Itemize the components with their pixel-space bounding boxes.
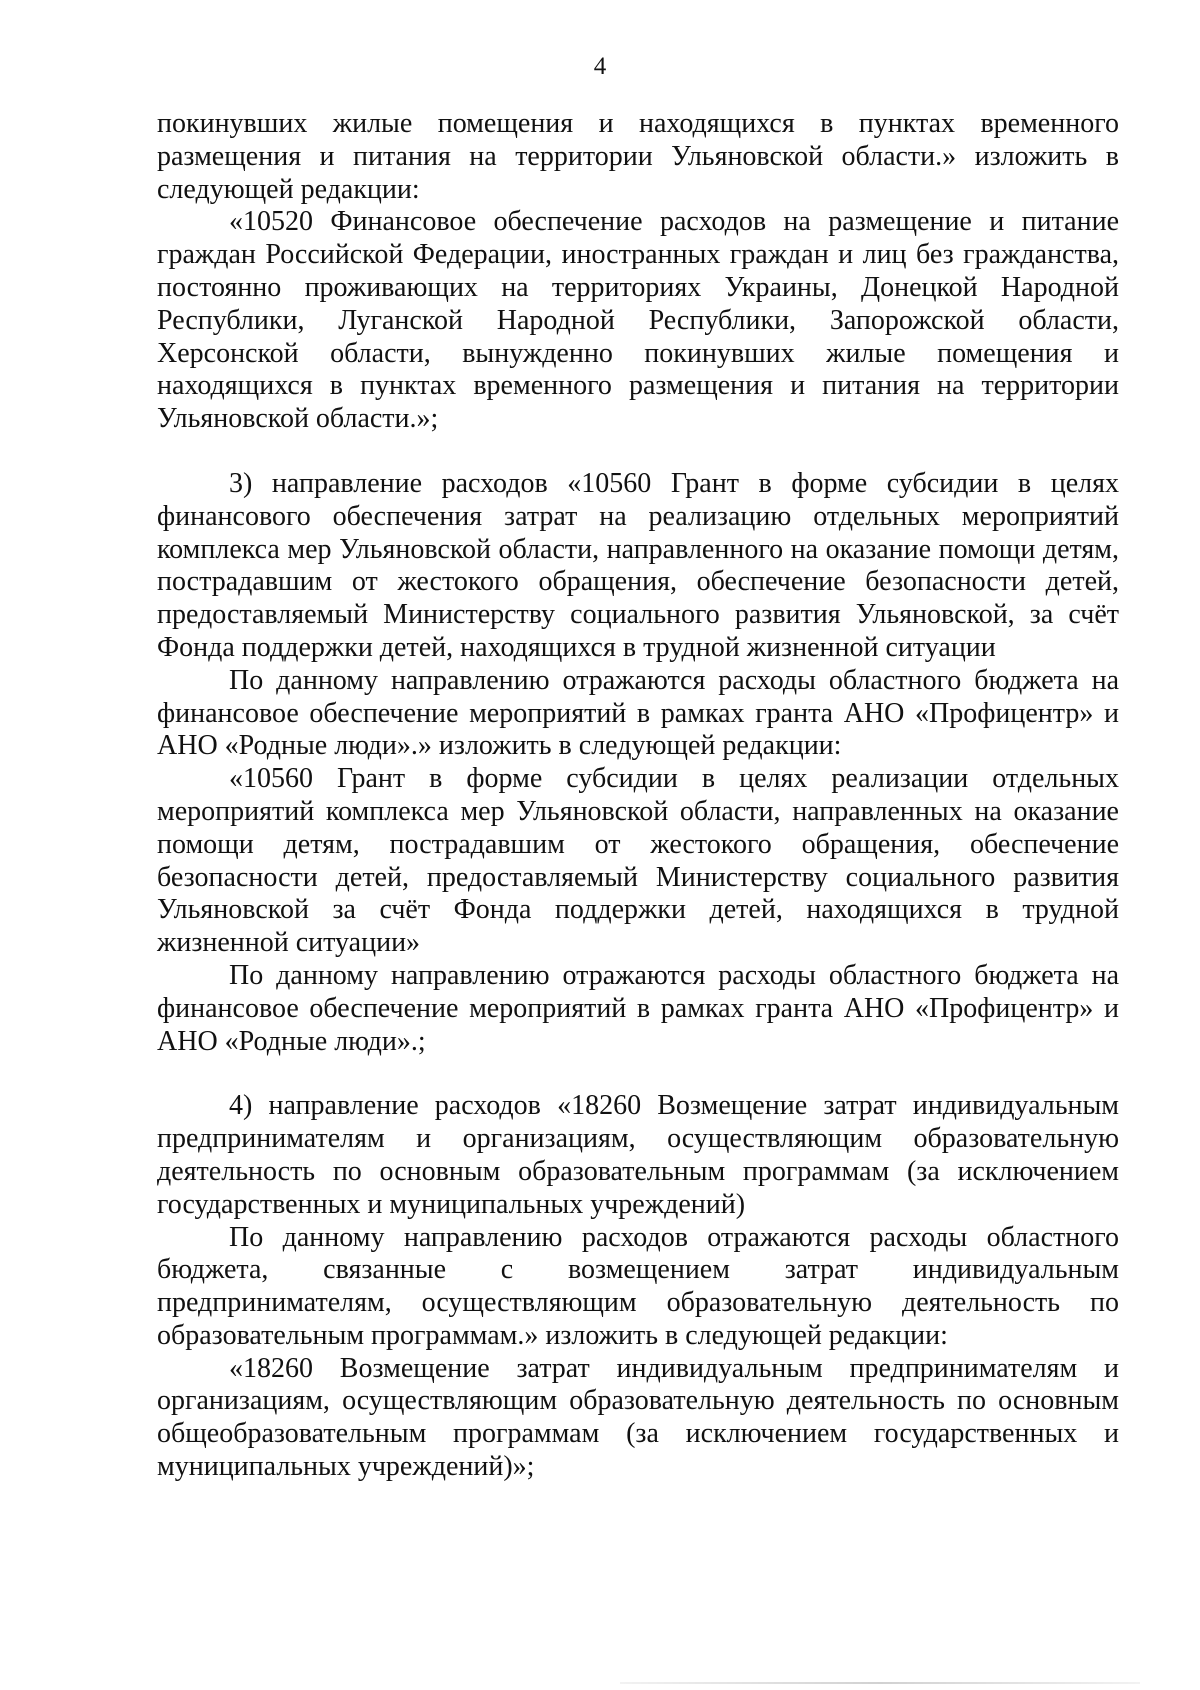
paragraph-item-4: 4) направление расходов «18260 Возмещение затрат индивидуальным предпринимателям и организациям, осуществляющим образовательную деятельность по основным образовательным программам (за исключением государственных и муниципальных учреждений) [157, 1090, 1119, 1220]
paragraph-gap [157, 1058, 1119, 1090]
paragraph-10560-new-description: По данному направлению отражаются расходы областного бюджета на финансовое обеспечение мероприятий в рамках гранта АНО «Профицентр» и АНО «Родные люди».; [157, 959, 1119, 1057]
scan-edge-line [620, 1682, 1140, 1684]
paragraph-10560-new-wording: «10560 Грант в форме субсидии в целях реализации отдельных мероприятий комплекса мер Ульяновской области, направленных на оказание помощи детям, пострадавшим от жестокого обращения, обеспечение безопасности детей, предоставляемый Министерству социального развития Ульяновской за счёт Фонда поддержки детей, находящихся в трудной жизненной ситуации» [157, 763, 1119, 959]
page-number: 4 [593, 53, 607, 80]
paragraph-10520-new-wording: «10520 Финансовое обеспечение расходов на размещение и питание граждан Российской Федерации, иностранных граждан и лиц без гражданства, постоянно проживающих на территориях Украины, Донецкой Народной Республики, Луганской Народной Республики, Запорожской области, Херсонской области, вынужденно покинувших жилые помещения и находящихся в пунктах временного размещения и питания на территории Ульяновской области.»; [157, 206, 1119, 435]
document-body [157, 108, 1119, 1484]
paragraph-item-4-description: По данному направлению расходов отражаются расходы областного бюджета, связанные с возмещением затрат индивидуальным предпринимателям, осуществляющим образовательную деятельность по образовательным программам.» изложить в следующей редакции: [157, 1221, 1119, 1351]
paragraph-continuation: покинувших жилые помещения и находящихся в пунктах временного размещения и питания на территории Ульяновской области.» изложить в следующей редакции: [157, 108, 1119, 205]
paragraph-18260-new-wording: «18260 Возмещение затрат индивидуальным предпринимателям и организациям, осуществляющим образовательную деятельность по основным общеобразовательным программам (за исключением государственных и муниципальных учреждений)»; [157, 1352, 1119, 1483]
paragraph-item-3: 3) направление расходов «10560 Грант в форме субсидии в целях финансового обеспечения затрат на реализацию отдельных мероприятий комплекса мер Ульяновской области, направленного на оказание помощи детям, пострадавшим от жестокого обращения, обеспечение безопасности детей, предоставляемый Министерству социального развития Ульяновской, за счёт Фонда поддержки детей, находящихся в трудной жизненной ситуации [157, 467, 1119, 663]
paragraph-gap [157, 436, 1119, 468]
paragraph-item-3-description: По данному направлению отражаются расходы областного бюджета на финансовое обеспечение мероприятий в рамках гранта АНО «Профицентр» и АНО «Родные люди».» изложить в следующей редакции: [157, 664, 1119, 762]
